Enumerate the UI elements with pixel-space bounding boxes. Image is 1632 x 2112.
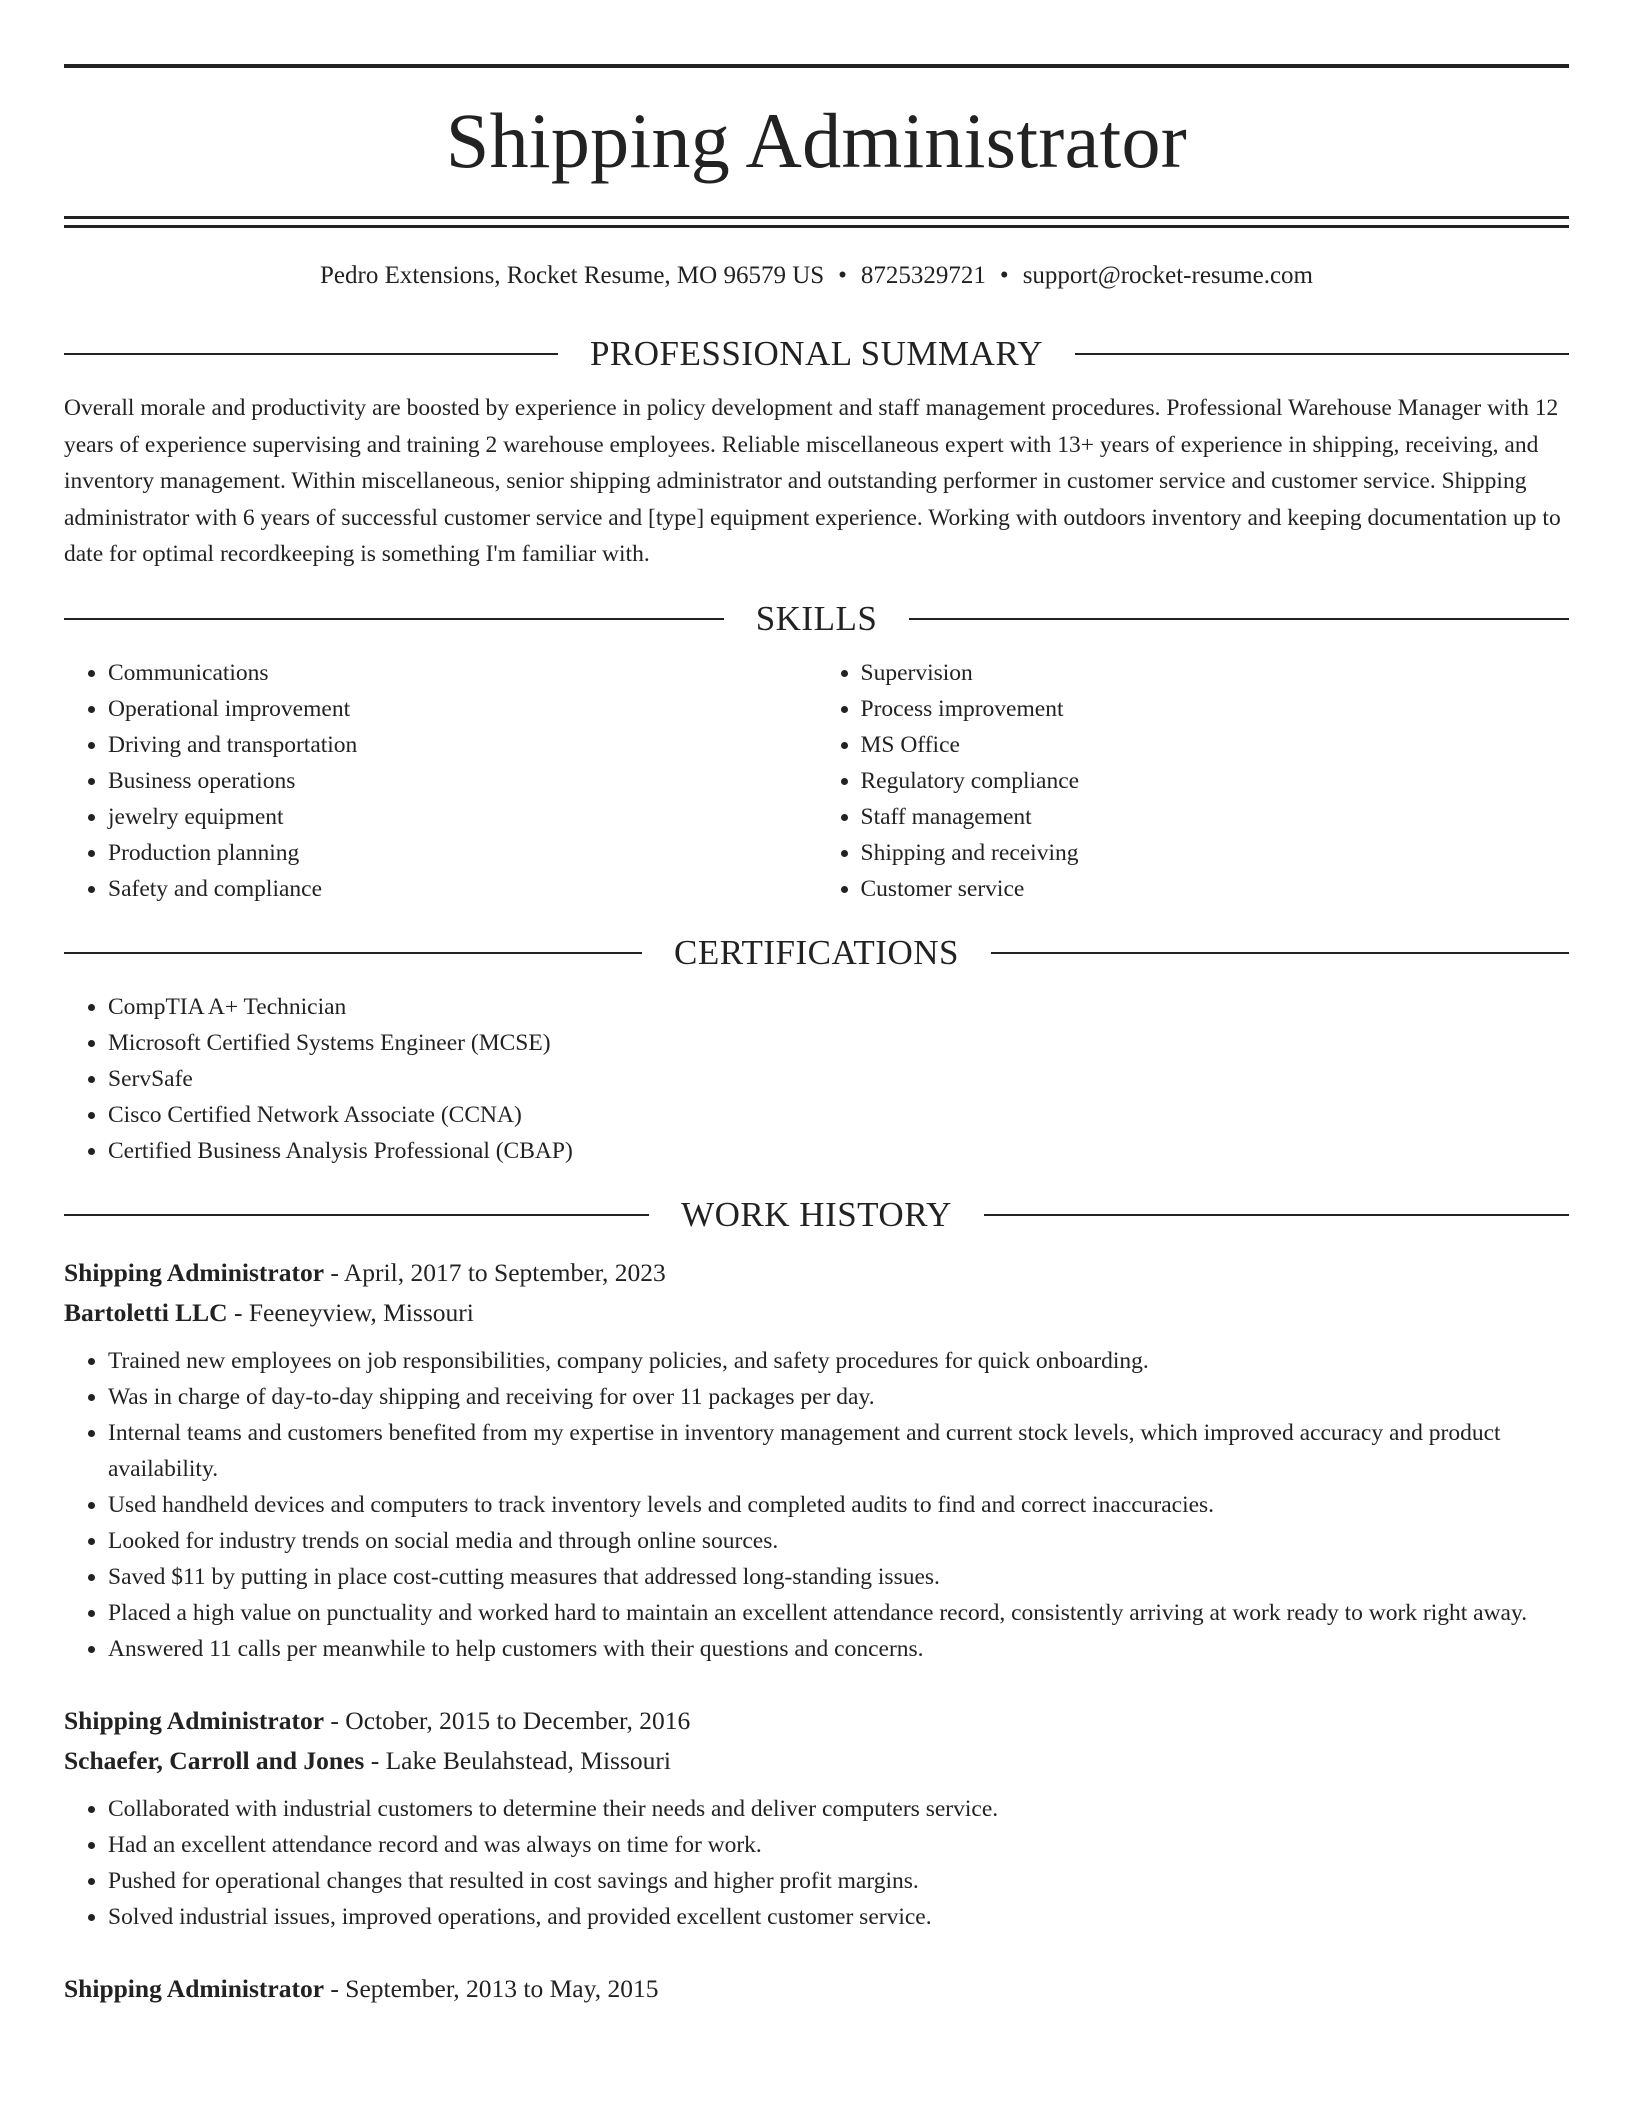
skill-item: • Driving and transportation [108, 727, 817, 763]
certifications-block [64, 989, 1569, 1169]
job-bullets [64, 1791, 1569, 1935]
certifications-list [64, 989, 1569, 1169]
job-title: Shipping Administrator [64, 1705, 325, 1735]
skills-heading: SKILLS [755, 598, 878, 638]
job-bullet: • Internal teams and customers benefited from my expertise in inventory management and current stock levels, which improved accuracy and product availability. [108, 1415, 1569, 1487]
summary-section-heading [64, 328, 1569, 380]
skill-item: • MS Office [861, 727, 1570, 763]
work-history-section-heading [64, 1189, 1569, 1241]
job-entry [64, 1969, 1569, 2009]
certification-item: • Certified Business Analysis Professional (CBAP) [108, 1133, 1569, 1169]
job-bullet: • Was in charge of day-to-day shipping and receiving for over 11 packages per day. [108, 1379, 1569, 1415]
job-title-line [64, 1701, 1569, 1741]
skill-item: • Regulatory compliance [861, 763, 1570, 799]
contact-separator: • [838, 262, 847, 289]
job-location: - Lake Beulahstead, Missouri [364, 1745, 671, 1775]
top-rule [64, 64, 1569, 68]
skill-item: • Production planning [108, 835, 817, 871]
certification-item: • CompTIA A+ Technician [108, 989, 1569, 1025]
job-bullet: • Pushed for operational changes that resulted in cost savings and higher profit margins. [108, 1863, 1569, 1899]
heading-rule-left [64, 1214, 649, 1216]
skills-section-heading [64, 593, 1569, 645]
job-bullet: • Collaborated with industrial customers to determine their needs and deliver computers service. [108, 1791, 1569, 1827]
heading-rule-left [64, 952, 642, 954]
summary-heading: PROFESSIONAL SUMMARY [589, 334, 1044, 373]
heading-rule-left [64, 353, 558, 355]
job-entry [64, 1701, 1569, 1935]
resume-content [64, 64, 1569, 2009]
certification-item: • ServSafe [108, 1061, 1569, 1097]
job-dates: - September, 2013 to May, 2015 [324, 1973, 659, 2003]
skill-item: • Staff management [861, 799, 1570, 835]
job-entry [64, 1253, 1569, 1667]
heading-rule-right [909, 618, 1569, 620]
heading-rule-right [984, 1214, 1569, 1216]
skills-grid [64, 655, 1569, 907]
skill-item: • Shipping and receiving [861, 835, 1570, 871]
job-bullets [64, 1343, 1569, 1667]
skill-item: • Safety and compliance [108, 871, 817, 907]
job-title-line [64, 1253, 1569, 1293]
job-location: - Feeneyview, Missouri [227, 1297, 474, 1327]
job-dates: - October, 2015 to December, 2016 [324, 1705, 691, 1735]
title-rule-lower [64, 225, 1569, 228]
job-company-line [64, 1741, 1569, 1781]
skills-list-right [817, 655, 1570, 907]
job-title: Shipping Administrator [64, 1973, 325, 2003]
certification-item: • Microsoft Certified Systems Engineer (MCSE) [108, 1025, 1569, 1061]
job-company: Schaefer, Carroll and Jones [64, 1745, 365, 1775]
job-bullet: • Saved $11 by putting in place cost-cutting measures that addressed long-standing issues. [108, 1559, 1569, 1595]
job-dates: - April, 2017 to September, 2023 [324, 1257, 666, 1287]
job-title: Shipping Administrator [64, 1257, 325, 1287]
job-bullet: • Had an excellent attendance record and was always on time for work. [108, 1827, 1569, 1863]
certifications-section-heading [64, 927, 1569, 979]
title-rule-upper [64, 216, 1569, 219]
heading-rule-right [991, 952, 1569, 954]
contact-separator: • [999, 262, 1009, 289]
job-bullet: • Solved industrial issues, improved operations, and provided excellent customer service. [108, 1899, 1569, 1935]
skill-item: • jewelry equipment [108, 799, 817, 835]
skill-item: • Customer service [861, 871, 1570, 907]
contact-email: support@rocket-resume.com [1022, 262, 1313, 289]
heading-rule-right [1075, 353, 1569, 355]
heading-rule-left [64, 618, 724, 620]
job-company-line [64, 1293, 1569, 1333]
job-bullet: • Trained new employees on job responsibilities, company policies, and safety procedures for quick onboarding. [108, 1343, 1569, 1379]
certification-item: • Cisco Certified Network Associate (CCNA) [108, 1097, 1569, 1133]
job-bullet: • Looked for industry trends on social media and through online sources. [108, 1523, 1569, 1559]
skill-item: • Business operations [108, 763, 817, 799]
skill-item: • Supervision [861, 655, 1570, 691]
contact-phone: 8725329721 [860, 262, 986, 289]
skill-item: • Communications [108, 655, 817, 691]
skills-list-left [64, 655, 817, 907]
skill-item: • Operational improvement [108, 691, 817, 727]
job-title-line [64, 1969, 1569, 2009]
contact-line [64, 262, 1569, 298]
job-company: Bartoletti LLC [64, 1297, 228, 1327]
job-bullet: • Answered 11 calls per meanwhile to help customers with their questions and concerns. [108, 1631, 1569, 1667]
contact-address: Pedro Extensions, Rocket Resume, MO 96579 US [320, 262, 825, 289]
certifications-heading: CERTIFICATIONS [674, 932, 959, 972]
skill-item: • Process improvement [861, 691, 1570, 727]
page-title: Shipping Administrator [445, 97, 1188, 184]
work-history-heading: WORK HISTORY [681, 1194, 952, 1234]
job-bullet: • Placed a high value on punctuality and worked hard to maintain an excellent attendance record, consistently arriving at work ready to work right away. [108, 1595, 1569, 1631]
job-bullet: • Used handheld devices and computers to track inventory levels and completed audits to find and correct inaccuracies. [108, 1487, 1569, 1523]
summary-text: Overall morale and productivity are boosted by experience in policy development and staff management procedures. Professional Warehouse Manager with 12 years of experience supervising and training 2 warehouse employees. Reliable miscellaneous expert with 13+ years of experience in shipping, receiving, and inventory management. Within miscellaneous, senior shipping administrator and outstanding performer in customer service and customer service. Shipping administrator with 6 years of successful customer service and [type] equipment experience. Working with outdoors inventory and keeping documentation up to date for optimal recordkeeping is something I'm familiar with. [64, 395, 1561, 567]
